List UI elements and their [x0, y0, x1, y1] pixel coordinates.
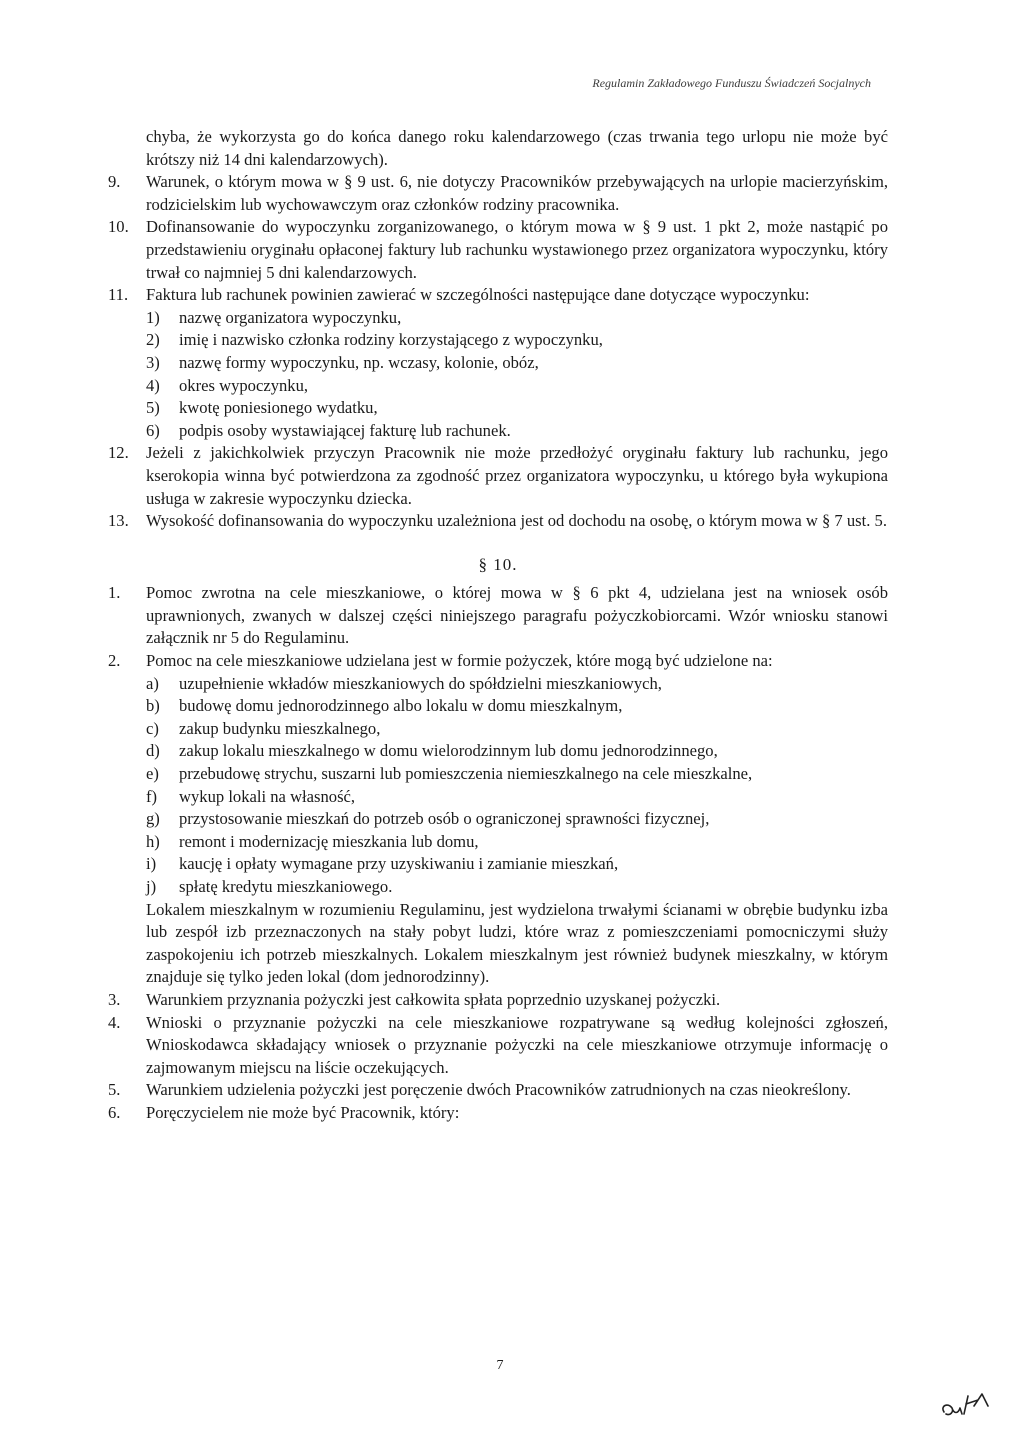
list-item — [146, 740, 888, 763]
list-item — [146, 763, 888, 786]
paragraph — [108, 216, 888, 284]
paragraph — [108, 171, 888, 216]
paragraph — [108, 284, 888, 307]
list-item — [146, 329, 888, 352]
intro-paragraph: chyba, że wykorzysta go do końca danego roku kalendarzowego (czas trwania tego urlopu nie może być krótszy niż 14 dni kalendarzowych). — [146, 127, 888, 169]
paragraph-number: 10. — [108, 217, 129, 237]
list-item-letter: d) — [146, 741, 160, 761]
paragraph-number: 4. — [108, 1012, 121, 1032]
paragraph-text: Warunek, o którym mowa w § 9 ust. 6, nie dotyczy Pracowników przebywających na urlopie macierzyńskim, rodzicielskim lub wychowawczym oraz członków rodziny pracownika. — [146, 172, 888, 214]
list-item-letter: b) — [146, 696, 160, 716]
list-item-number: 5) — [146, 398, 160, 418]
list-item — [146, 397, 888, 420]
list-item-letter: c) — [146, 718, 159, 738]
section-10-paragraphs — [108, 582, 888, 672]
section-heading: § 10. — [478, 554, 518, 574]
list-item-letter: h) — [146, 831, 160, 851]
list-item-letter: i) — [146, 854, 157, 874]
list-item — [146, 352, 888, 375]
list-item — [146, 718, 888, 741]
paragraph-number: 11. — [108, 285, 129, 305]
paragraph — [108, 582, 888, 650]
list-item-text: przebudowę strychu, suszarni lub pomieszczenia niemieszkalnego na cele mieszkalne, — [179, 764, 753, 784]
list-item-text: przystosowanie mieszkań do potrzeb osób o ograniczonej sprawności fizycznej, — [179, 809, 710, 829]
residential-unit-definition: Lokalem mieszkalnym w rozumieniu Regulaminu, jest wydzielona trwałymi ścianami w obrębie budynku izba lub zespół izb przeznaczonych na stały pobyt ludzi, które wraz z pomieszczeniami pomocniczymi służy zaspokojeniu ich potrzeb mieszkalnych. Lokalem mieszkalnym jest również budynek mieszkalny, w którym znajduje się tylko jeden lokal (dom jednorodzinny). — [146, 899, 888, 987]
list-item — [146, 808, 888, 831]
running-header: Regulamin Zakładowego Funduszu Świadczeń Socjalnych — [592, 76, 871, 90]
list-item-letter: j) — [146, 877, 157, 896]
list-item-text: spłatę kredytu mieszkaniowego. — [179, 877, 393, 896]
paragraph-number: 3. — [108, 989, 121, 1009]
list-item — [146, 375, 888, 398]
list-item-text: remont i modernizację mieszkania lub domu, — [179, 831, 479, 851]
list-item-text: okres wypoczynku, — [179, 375, 309, 395]
list-item-text: nazwę formy wypoczynku, np. wczasy, kolonie, obóz, — [179, 352, 539, 372]
list-item-text: wykup lokali na własność, — [179, 786, 356, 806]
list-item-text: nazwę organizatora wypoczynku, — [179, 307, 402, 327]
paragraph-text: Dofinansowanie do wypoczynku zorganizowanego, o którym mowa w § 9 ust. 1 pkt 2, może nastąpić po przedstawieniu oryginału opłaconej faktury lub rachunku wystawionego przez organizatora wypoczynku, który trwał co najmniej 5 dni kalendarzowych. — [146, 217, 888, 282]
list-item-text: zakup lokalu mieszkalnego w domu wielorodzinnym lub domu jednorodzinnego, — [179, 741, 718, 761]
paragraph — [108, 442, 888, 510]
invoice-data-list — [116, 307, 888, 443]
list-item — [146, 695, 888, 718]
list-item-text: kwotę poniesionego wydatku, — [179, 398, 378, 418]
paragraph-text: Pomoc na cele mieszkaniowe udzielana jest w formie pożyczek, które mogą być udzielone na: — [146, 651, 773, 671]
paragraph-text: Warunkiem udzielenia pożyczki jest poręczenie dwóch Pracowników zatrudnionych na czas nieokreślony. — [146, 1080, 851, 1100]
paragraphs-9-11 — [108, 171, 888, 307]
list-item-text: kaucję i opłaty wymagane przy uzyskiwaniu i zamianie mieszkań, — [179, 854, 619, 874]
list-item-letter: e) — [146, 764, 159, 784]
paragraph-text: Jeżeli z jakichkolwiek przyczyn Pracownik nie może przedłożyć oryginału faktury lub rachunku, jego kserokopia winna być potwierdzona za zgodność przez organizatora wypoczynku, u którego była wykupiona usługa w zakresie wypoczynku dziecka. — [146, 443, 888, 508]
paragraphs-12-13 — [108, 442, 888, 532]
paragraph-text: Wysokość dofinansowania do wypoczynku uzależniona jest od dochodu na osobę, o którym mowa w § 7 ust. 5. — [146, 511, 887, 531]
list-item-number: 3) — [146, 352, 160, 372]
paragraph — [108, 1079, 888, 1102]
paragraph — [108, 650, 888, 673]
paragraph-text: Warunkiem przyznania pożyczki jest całkowita spłata poprzednio uzyskanej pożyczki. — [146, 989, 721, 1009]
document-body — [108, 126, 888, 1125]
paragraph-text: Pomoc zwrotna na cele mieszkaniowe, o której mowa w § 6 pkt 4, udzielana jest na wniosek osób uprawnionych, zwanych w dalszej części niniejszego paragrafu pożyczkobiorcami. Wzór wniosku stanowi załącznik nr 5 do Regulaminu. — [146, 583, 888, 648]
list-item — [146, 307, 888, 330]
list-item — [146, 831, 888, 854]
paragraph — [108, 1012, 888, 1080]
paragraph-number: 9. — [108, 172, 121, 192]
page-number: 7 — [496, 1358, 504, 1373]
list-item — [146, 673, 888, 696]
paragraph-number: 2. — [108, 651, 121, 671]
paragraph-number: 13. — [108, 511, 129, 531]
list-item — [146, 420, 888, 443]
paragraph — [108, 1102, 888, 1125]
paragraph — [108, 989, 888, 1012]
list-item-number: 6) — [146, 420, 160, 440]
paragraph-number: 1. — [108, 583, 121, 603]
paragraph-number: 12. — [108, 443, 129, 463]
list-item-text: budowę domu jednorodzinnego albo lokalu w domu mieszkalnym, — [179, 696, 623, 716]
paragraph-text: Wnioski o przyznanie pożyczki na cele mieszkaniowe rozpatrywane są według kolejności zgłoszeń, Wnioskodawca składający wniosek o przyznanie pożyczki na cele mieszkaniowe otrzymuje informację o zajmowanym miejscu na liście oczekujących. — [146, 1012, 888, 1077]
paragraph-text: Faktura lub rachunek powinien zawierać w szczególności następujące dane dotyczące wypoczynku: — [146, 285, 810, 305]
paragraph-number: 5. — [108, 1080, 121, 1100]
list-item-text: zakup budynku mieszkalnego, — [179, 718, 381, 738]
list-item-number: 1) — [146, 307, 160, 327]
list-item-letter: g) — [146, 809, 160, 829]
list-item-text: podpis osoby wystawiającej fakturę lub rachunek. — [179, 420, 511, 440]
paragraph — [108, 510, 888, 533]
paragraph-number: 6. — [108, 1102, 121, 1122]
list-item-text: imię i nazwisko członka rodziny korzystającego z wypoczynku, — [179, 330, 603, 350]
list-item — [146, 876, 888, 899]
list-item-text: uzupełnienie wkładów mieszkaniowych do spółdzielni mieszkaniowych, — [179, 673, 662, 693]
section-10-paragraphs-cont — [108, 989, 888, 1125]
loan-purpose-list — [116, 673, 888, 899]
paragraph-text: Poręczycielem nie może być Pracownik, który: — [146, 1102, 460, 1122]
list-item-letter: f) — [146, 786, 158, 806]
handwritten-initials-signature — [938, 1384, 994, 1424]
list-item — [146, 786, 888, 809]
list-item-number: 2) — [146, 330, 160, 350]
list-item — [146, 853, 888, 876]
list-item-number: 4) — [146, 375, 160, 395]
list-item-letter: a) — [146, 673, 159, 693]
